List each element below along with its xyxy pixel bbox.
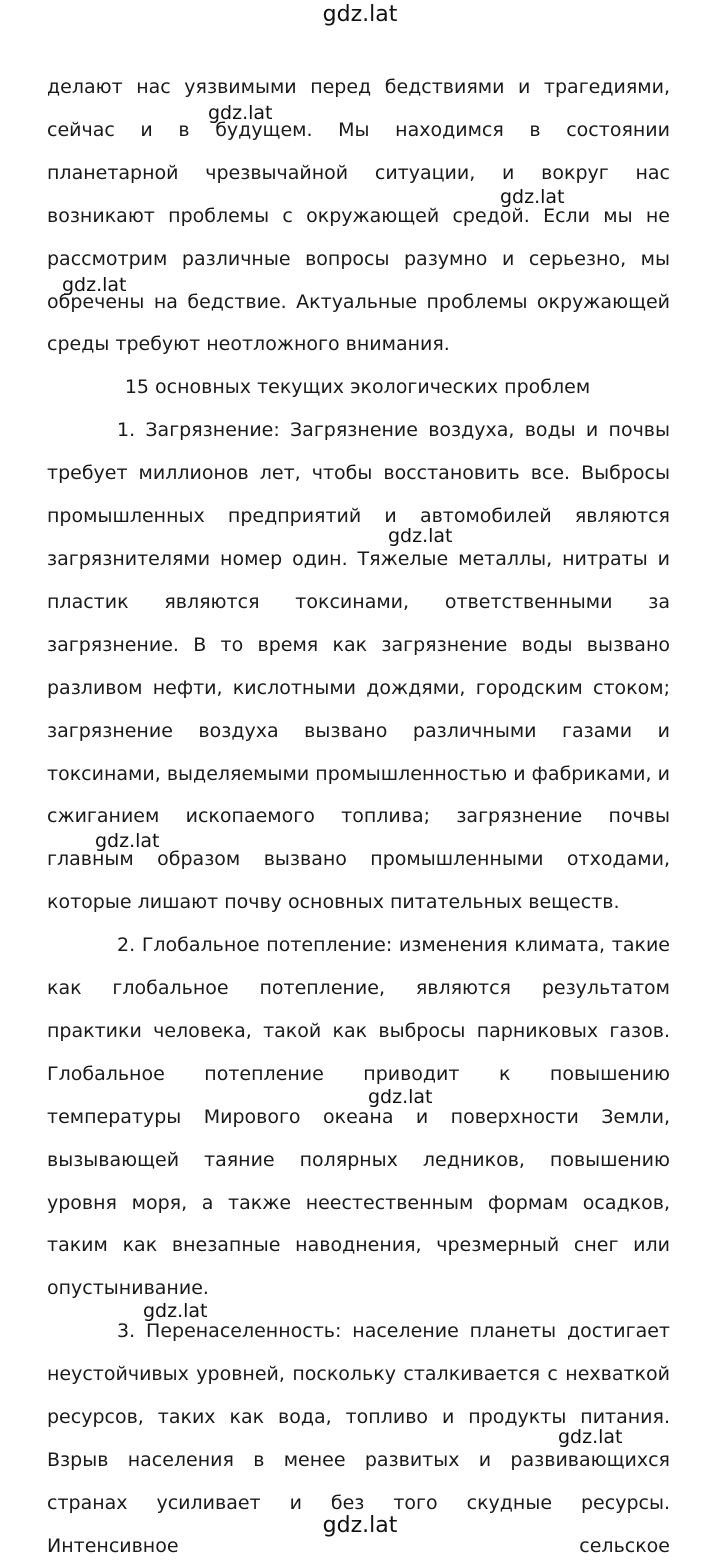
watermark-footer: gdz.lat (322, 1513, 398, 1538)
watermark-overlay: gdz.lat (558, 1426, 623, 1448)
item-overpopulation: 3. Перенаселенность: население планеты достигает неустойчивых уровней, поскольку сталкивается с нехваткой ресурсов, таких как вода, топливо и продукты питания. Взрыв населения в менее развитых и развивающихся странах усиливает и без того скудные ресурсы. Интенсивное сельское (47, 1320, 670, 1557)
item-global-warming: 2. Глобальное потепление: изменения климата, такие как глобальное потепление, являются результатом практики человека, такой как выбросы парниковых газов. Глобальное потепление приводит к повышению температуры Мирового океана и поверхности Земли, вызывающей таяние полярных ледников, повышению уровня моря, а также неестественным формам осадков, таким как внезапные наводнения, чрезмерный снег или опустынивание. (47, 934, 670, 1300)
watermark-overlay: gdz.lat (62, 274, 127, 296)
watermark-overlay: gdz.lat (143, 1300, 208, 1322)
section-heading: 15 основных текущих экологических проблем (124, 376, 591, 399)
intro-paragraph: делают нас уязвимыми перед бедствиями и трагедиями, сейчас и в будущем. Мы находимся в состоянии планетарной чрезвычайной ситуации, и вокруг нас возникают проблемы с окружающей средой. Если мы не рассмотрим различные вопросы разумно и серьезно, мы обречены на бедствие. Актуальные проблемы окружающей среды требуют неотложного внимания. (47, 76, 670, 356)
watermark-header: gdz.lat (322, 2, 398, 27)
watermark-overlay: gdz.lat (95, 830, 160, 852)
document-page (47, 66, 670, 1568)
item-pollution: 1. Загрязнение: Загрязнение воздуха, воды и почвы требует миллионов лет, чтобы восстановить все. Выбросы промышленных предприятий и автомобилей являются загрязнителями номер один. Тяжелые металлы, нитраты и пластик являются токсинами, ответственными за загрязнение. В то время как загрязнение воды вызвано разливом нефти, кислотными дождями, городским стоком; загрязнение воздуха вызвано различными газами и токсинами, выделяемыми промышленностью и фабриками, и сжиганием ископаемого топлива; загрязнение почвы главным образом вызвано промышленными отходами, которые лишают почву основных питательных веществ. (47, 419, 670, 914)
watermark-overlay: gdz.lat (208, 102, 273, 124)
watermark-overlay: gdz.lat (500, 186, 565, 208)
watermark-overlay: gdz.lat (368, 1086, 433, 1108)
watermark-overlay: gdz.lat (388, 525, 453, 547)
